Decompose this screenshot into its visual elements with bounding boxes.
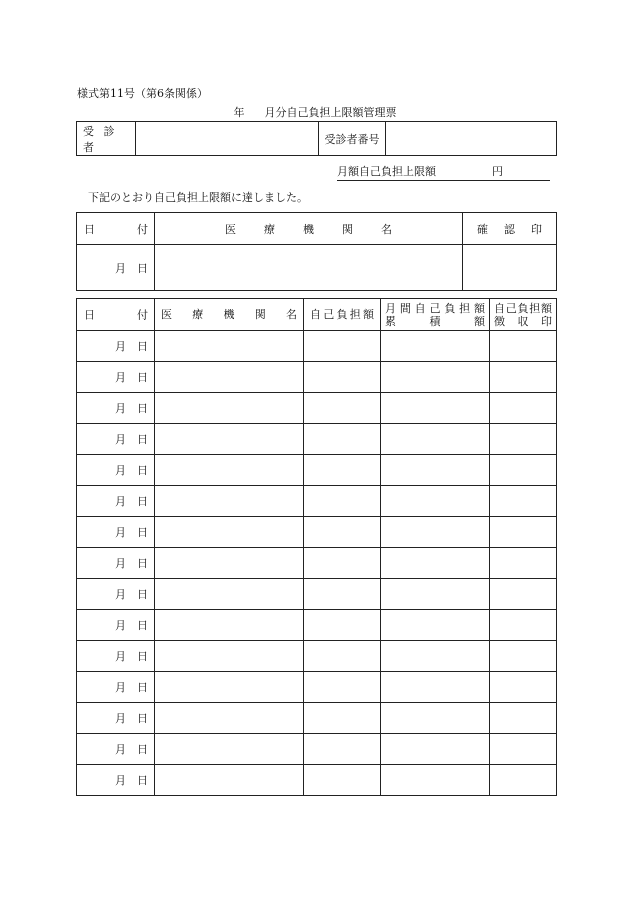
confirmation-table [76, 212, 557, 291]
day-label: 日 [137, 712, 148, 725]
ledger-cumulative-cell[interactable] [381, 517, 490, 548]
ledger-copay-cell[interactable] [304, 424, 381, 455]
day-label: 日 [137, 402, 148, 415]
ledger-cumulative-cell[interactable] [381, 548, 490, 579]
ledger-collected-cell[interactable] [490, 455, 557, 486]
ledger-institution-cell[interactable] [155, 765, 304, 796]
table-row [77, 362, 557, 393]
day-label: 日 [137, 433, 148, 446]
day-label: 日 [137, 371, 148, 384]
table-row [77, 548, 557, 579]
ledger-cumulative-cell[interactable] [381, 393, 490, 424]
day-label: 日 [137, 743, 148, 756]
table-row [77, 579, 557, 610]
month-label: 月 [115, 557, 126, 570]
table-row [77, 641, 557, 672]
ledger-date-cell[interactable] [77, 579, 155, 610]
ledger-copay-cell[interactable] [304, 548, 381, 579]
confirm-institution-cell[interactable] [155, 245, 463, 291]
ledger-copay-cell[interactable] [304, 517, 381, 548]
ledger-copay-cell[interactable] [304, 734, 381, 765]
month-label: 月 [115, 681, 126, 694]
ledger-copay-cell[interactable] [304, 610, 381, 641]
ledger-date-cell[interactable] [77, 734, 155, 765]
ledger-date-header: 日 付 [77, 299, 155, 331]
ledger-institution-cell[interactable] [155, 610, 304, 641]
ledger-collected-cell[interactable] [490, 610, 557, 641]
ledger-copay-cell[interactable] [304, 362, 381, 393]
ledger-cumulative-cell[interactable] [381, 703, 490, 734]
ledger-cumulative-cell[interactable] [381, 331, 490, 362]
month-label: 月 [115, 433, 126, 446]
ledger-collected-cell[interactable] [490, 734, 557, 765]
ledger-date-cell[interactable] [77, 672, 155, 703]
day-label: 日 [137, 557, 148, 570]
day-label: 日 [137, 495, 148, 508]
confirm-date-header: 日 付 [77, 213, 155, 245]
ledger-copay-cell[interactable] [304, 672, 381, 703]
ledger-collected-cell[interactable] [490, 517, 557, 548]
recipient-label: 受 診 者 [77, 122, 136, 156]
table-row [77, 455, 557, 486]
ledger-institution-cell[interactable] [155, 579, 304, 610]
ledger-collected-cell[interactable] [490, 703, 557, 734]
notice-text: 下記のとおり自己負担上限額に達しました。 [88, 191, 308, 204]
ledger-institution-cell[interactable] [155, 734, 304, 765]
confirm-date-cell[interactable]: 月 日 [77, 245, 155, 291]
table-row [77, 610, 557, 641]
day-label: 日 [137, 650, 148, 663]
ledger-date-cell[interactable] [77, 703, 155, 734]
ledger-collected-cell[interactable] [490, 672, 557, 703]
day-label: 日 [137, 526, 148, 539]
page-title [0, 104, 630, 120]
recipient-name-field[interactable] [136, 122, 319, 156]
monthly-limit-label: 月額自己負担上限額 [337, 165, 436, 178]
ledger-collected-header: 自 己 負 担 額 徴 収 印 [490, 299, 557, 331]
ledger-cumulative-cell[interactable] [381, 455, 490, 486]
ledger-institution-cell[interactable] [155, 703, 304, 734]
ledger-cumulative-cell[interactable] [381, 672, 490, 703]
ledger-copay-cell[interactable] [304, 393, 381, 424]
table-row [77, 331, 557, 362]
ledger-copay-cell[interactable] [304, 455, 381, 486]
month-label: 月 [115, 774, 126, 787]
ledger-collected-cell[interactable] [490, 579, 557, 610]
ledger-date-cell[interactable] [77, 362, 155, 393]
table-row [77, 486, 557, 517]
title-rest: 月分自己負担上限額管理票 [264, 106, 397, 119]
ledger-table [76, 298, 557, 796]
ledger-copay-cell[interactable] [304, 579, 381, 610]
ledger-institution-cell[interactable] [155, 424, 304, 455]
ledger-date-cell[interactable] [77, 641, 155, 672]
ledger-institution-cell[interactable] [155, 362, 304, 393]
ledger-collected-cell[interactable] [490, 331, 557, 362]
table-row [77, 517, 557, 548]
yen-unit: 円 [492, 165, 503, 178]
ledger-copay-cell[interactable] [304, 703, 381, 734]
ledger-date-cell[interactable] [77, 548, 155, 579]
month-label: 月 [115, 650, 126, 663]
ledger-date-cell[interactable] [77, 424, 155, 455]
ledger-institution-cell[interactable] [155, 331, 304, 362]
recipient-table [76, 121, 557, 156]
confirm-seal-cell[interactable] [463, 245, 557, 291]
month-label: 月 [115, 495, 126, 508]
ledger-institution-cell[interactable] [155, 548, 304, 579]
title-year: 年 [233, 106, 245, 119]
confirm-institution-header: 医 療 機 関 名 [155, 213, 463, 245]
ledger-copay-cell[interactable] [304, 331, 381, 362]
recipient-number-label: 受診者番号 [319, 122, 386, 156]
ledger-copay-cell[interactable] [304, 765, 381, 796]
table-row [77, 424, 557, 455]
ledger-institution-cell[interactable] [155, 641, 304, 672]
ledger-institution-cell[interactable] [155, 517, 304, 548]
day-label: 日 [137, 774, 148, 787]
table-row [77, 703, 557, 734]
month-label: 月 [115, 340, 126, 353]
monthly-limit-line [337, 163, 550, 181]
ledger-date-cell[interactable] [77, 455, 155, 486]
ledger-date-cell[interactable] [77, 610, 155, 641]
table-row [77, 672, 557, 703]
ledger-date-cell[interactable] [77, 393, 155, 424]
ledger-institution-cell[interactable] [155, 455, 304, 486]
ledger-institution-cell[interactable] [155, 486, 304, 517]
day-label: 日 [137, 340, 148, 353]
ledger-institution-cell[interactable] [155, 393, 304, 424]
ledger-date-cell[interactable] [77, 517, 155, 548]
month-label: 月 [115, 464, 126, 477]
day-label: 日 [137, 464, 148, 477]
ledger-date-cell[interactable] [77, 765, 155, 796]
month-label: 月 [115, 588, 126, 601]
ledger-cumulative-cell[interactable] [381, 734, 490, 765]
table-row [77, 393, 557, 424]
table-row [77, 765, 557, 796]
month-label: 月 [115, 712, 126, 725]
recipient-number-field[interactable] [386, 122, 557, 156]
month-label: 月 [115, 743, 126, 756]
ledger-cumulative-cell[interactable] [381, 610, 490, 641]
ledger-date-cell[interactable] [77, 331, 155, 362]
ledger-collected-cell[interactable] [490, 641, 557, 672]
month-label: 月 [115, 402, 126, 415]
ledger-institution-header: 医 療 機 関 名 [155, 299, 304, 331]
ledger-collected-cell[interactable] [490, 393, 557, 424]
ledger-copay-cell[interactable] [304, 641, 381, 672]
month-label: 月 [115, 371, 126, 384]
table-row [77, 734, 557, 765]
ledger-date-cell[interactable] [77, 486, 155, 517]
ledger-cumulative-cell[interactable] [381, 579, 490, 610]
ledger-collected-cell[interactable] [490, 765, 557, 796]
ledger-cumulative-cell[interactable] [381, 424, 490, 455]
ledger-collected-cell[interactable] [490, 548, 557, 579]
ledger-cumulative-cell[interactable] [381, 765, 490, 796]
day-label: 日 [137, 681, 148, 694]
day-label: 日 [137, 588, 148, 601]
ledger-copay-header: 自 己 負 担 額 [304, 299, 381, 331]
month-label: 月 [115, 526, 126, 539]
ledger-cumulative-header: 月 間 自 己 負 担 額 累 積 額 [381, 299, 490, 331]
ledger-cumulative-cell[interactable] [381, 362, 490, 393]
confirm-seal-header: 確 認 印 [463, 213, 557, 245]
ledger-cumulative-cell[interactable] [381, 486, 490, 517]
ledger-collected-cell[interactable] [490, 424, 557, 455]
form-number: 様式第11号（第6条関係） [77, 87, 208, 100]
month-label: 月 [115, 619, 126, 632]
day-label: 日 [137, 619, 148, 632]
ledger-collected-cell[interactable] [490, 362, 557, 393]
ledger-collected-cell[interactable] [490, 486, 557, 517]
ledger-copay-cell[interactable] [304, 486, 381, 517]
ledger-cumulative-cell[interactable] [381, 641, 490, 672]
ledger-institution-cell[interactable] [155, 672, 304, 703]
